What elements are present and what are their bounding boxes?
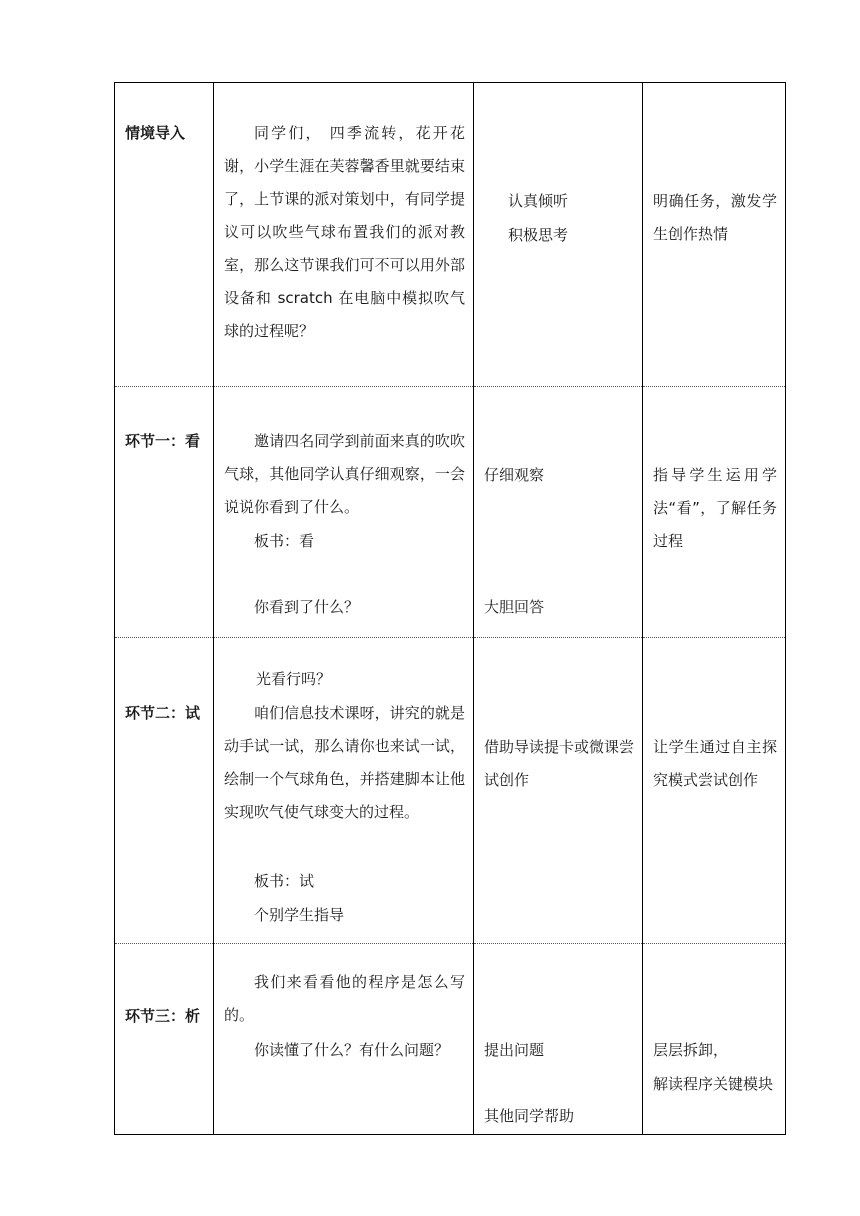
stage-label: 环节一：看 xyxy=(125,432,201,450)
teacher-activity-cell xyxy=(214,387,474,638)
stage-label: 环节三：析 xyxy=(125,1007,201,1025)
table-row xyxy=(115,638,786,944)
teacher-text: 同学们， 四季流转，花开花谢，小学生涯在芙蓉馨香里就要结束了，上节课的派对策划中，有同学提议可以吹些气球布置我们的派对教室，那么这节课我们可不可以用外部设备和 scratch 在电脑中模拟吹气球的过程呢？ xyxy=(224,124,465,340)
student-activity-cell xyxy=(474,944,643,1135)
teacher-text: 咱们信息技术课呀，讲究的就是动手试一试，那么请你也来试一试，绘制一个气球角色，并搭建脚本让他实现吹气使气球变大的过程。 xyxy=(224,704,465,821)
student-text: 其他同学帮助 xyxy=(484,1107,575,1125)
intent-text: 让学生通过自主探究模式尝试创作 xyxy=(653,738,777,789)
table-row xyxy=(115,83,786,387)
student-text: 积极思考 xyxy=(508,226,569,244)
student-text: 仔细观察 xyxy=(484,466,545,484)
intent-cell xyxy=(643,944,786,1135)
student-text: 借助导读提卡或微课尝试创作 xyxy=(484,738,635,789)
board-note: 板书：看 xyxy=(254,532,315,550)
student-activity-cell xyxy=(474,387,643,638)
table-row xyxy=(115,944,786,1135)
teacher-text: 我们来看看他的程序是怎么写的。 xyxy=(224,973,465,1024)
stage-cell xyxy=(115,83,214,387)
question-text: 你读懂了什么？有什么问题？ xyxy=(254,1041,450,1059)
teacher-activity-cell xyxy=(214,944,474,1135)
stage-label: 环节二：试 xyxy=(125,704,201,722)
intent-text: 指导学生运用学法“看”，了解任务过程 xyxy=(653,466,777,550)
table-row xyxy=(115,387,786,638)
question-text: 你看到了什么？ xyxy=(254,598,360,616)
stage-cell xyxy=(115,638,214,944)
student-text: 大胆回答 xyxy=(484,598,545,616)
intent-text: 明确任务，激发学生创作热情 xyxy=(653,192,777,243)
lead-question: 光看行吗？ xyxy=(256,670,332,688)
teacher-text: 邀请四名同学到前面来真的吹吹气球，其他同学认真仔细观察，一会说说你看到了什么。 xyxy=(224,432,465,516)
intent-text: 层层拆卸， xyxy=(653,1041,729,1059)
teacher-activity-cell xyxy=(214,638,474,944)
stage-cell xyxy=(115,387,214,638)
intent-cell xyxy=(643,387,786,638)
board-note: 板书：试 xyxy=(254,872,315,890)
guide-note: 个别学生指导 xyxy=(254,906,345,924)
student-activity-cell xyxy=(474,638,643,944)
intent-cell xyxy=(643,638,786,944)
student-text: 认真倾听 xyxy=(508,192,569,210)
intent-cell xyxy=(643,83,786,387)
stage-cell xyxy=(115,944,214,1135)
intent-text: 解读程序关键模块 xyxy=(653,1075,774,1093)
lesson-plan-table xyxy=(114,82,786,1135)
stage-label: 情境导入 xyxy=(125,124,186,142)
teacher-activity-cell xyxy=(214,83,474,387)
student-text: 提出问题 xyxy=(484,1041,545,1059)
student-activity-cell xyxy=(474,83,643,387)
